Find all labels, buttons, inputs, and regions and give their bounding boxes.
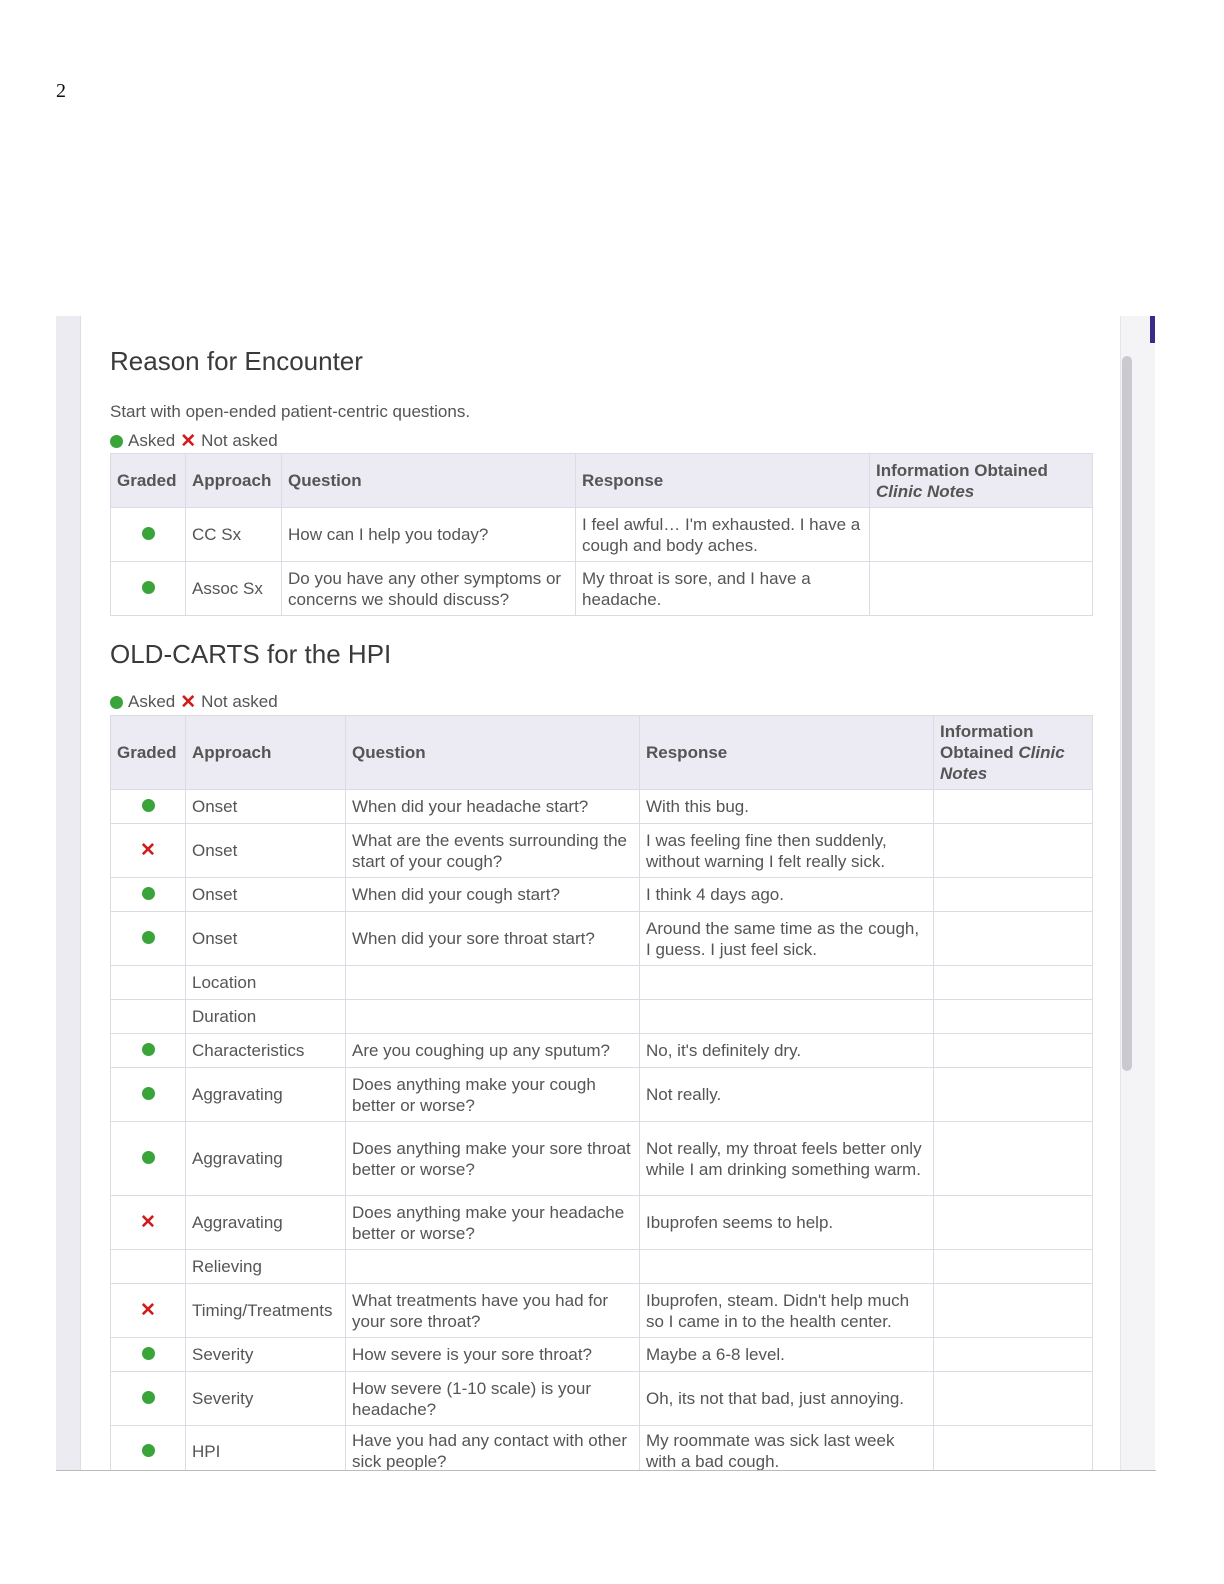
col-graded: Graded [111, 454, 186, 508]
graded-cell [111, 1284, 186, 1338]
legend-not-asked-label: Not asked [201, 431, 278, 450]
notes-cell [934, 912, 1093, 966]
table-row [111, 562, 1093, 616]
response-cell: Oh, its not that bad, just annoying. [640, 1372, 934, 1426]
notes-cell [934, 790, 1093, 824]
graded-cell [111, 1372, 186, 1426]
scrollbar-thumb[interactable] [1122, 356, 1132, 1071]
asked-dot-icon [142, 1391, 155, 1404]
asked-dot-icon [142, 1043, 155, 1056]
question-cell: Have you had any contact with other sick people? [346, 1426, 640, 1472]
table-row [111, 1122, 1093, 1196]
table-row [111, 1250, 1093, 1284]
asked-dot-icon [110, 435, 123, 448]
graded-cell [111, 1250, 186, 1284]
table-row [111, 1068, 1093, 1122]
page-number: 2 [56, 80, 66, 102]
col-info: Information Obtained Clinic Notes [870, 454, 1093, 508]
notes-cell [934, 1196, 1093, 1250]
graded-cell [111, 508, 186, 562]
table-row [111, 912, 1093, 966]
question-cell: What treatments have you had for your sore throat? [346, 1284, 640, 1338]
notes-cell [934, 1426, 1093, 1472]
notes-cell [870, 562, 1093, 616]
oldcarts-table [110, 715, 1093, 1471]
embedded-screenshot [56, 316, 1156, 1471]
table-row [111, 1000, 1093, 1034]
table-row [111, 1426, 1093, 1472]
response-cell: Ibuprofen seems to help. [640, 1196, 934, 1250]
question-cell: Does anything make your headache better or worse? [346, 1196, 640, 1250]
notes-cell [934, 1338, 1093, 1372]
response-cell: No, it's definitely dry. [640, 1034, 934, 1068]
graded-cell [111, 562, 186, 616]
notes-cell [934, 1250, 1093, 1284]
approach-cell: Timing/Treatments [186, 1284, 346, 1338]
oldcarts-legend [110, 692, 278, 712]
approach-cell: Onset [186, 790, 346, 824]
graded-cell [111, 1034, 186, 1068]
table-row [111, 966, 1093, 1000]
question-cell: How severe is your sore throat? [346, 1338, 640, 1372]
graded-cell [111, 912, 186, 966]
question-cell: How severe (1-10 scale) is your headache? [346, 1372, 640, 1426]
notes-cell [934, 878, 1093, 912]
col-approach: Approach [186, 716, 346, 790]
table-header-row [111, 454, 1093, 508]
notes-cell [934, 1068, 1093, 1122]
response-cell: Ibuprofen, steam. Didn't help much so I came in to the health center. [640, 1284, 934, 1338]
reason-table [110, 453, 1093, 616]
approach-cell: Aggravating [186, 1196, 346, 1250]
question-cell: When did your sore throat start? [346, 912, 640, 966]
asked-dot-icon [142, 1347, 155, 1360]
not-asked-x-icon: ✕ [140, 840, 156, 861]
question-cell: Does anything make your cough better or worse? [346, 1068, 640, 1122]
reason-intro: Start with open-ended patient-centric questions. [110, 402, 471, 421]
response-cell: Around the same time as the cough, I guess. I just feel sick. [640, 912, 934, 966]
graded-cell [111, 1196, 186, 1250]
not-asked-x-icon: ✕ [180, 430, 197, 452]
legend-asked-label: Asked [128, 692, 176, 711]
approach-cell: Location [186, 966, 346, 1000]
notes-cell [934, 1284, 1093, 1338]
notes-cell [870, 508, 1093, 562]
approach-cell: Severity [186, 1338, 346, 1372]
question-cell: Does anything make your sore throat better or worse? [346, 1122, 640, 1196]
approach-cell: Characteristics [186, 1034, 346, 1068]
accent-marker [1150, 316, 1155, 343]
table-row [111, 790, 1093, 824]
graded-cell [111, 1000, 186, 1034]
response-cell [640, 1000, 934, 1034]
response-cell: Not really. [640, 1068, 934, 1122]
response-cell: I feel awful… I'm exhausted. I have a cough and body aches. [576, 508, 870, 562]
question-cell: Do you have any other symptoms or concerns we should discuss? [282, 562, 576, 616]
table-row [111, 1196, 1093, 1250]
response-cell: My throat is sore, and I have a headache. [576, 562, 870, 616]
notes-cell [934, 824, 1093, 878]
response-cell: Not really, my throat feels better only while I am drinking something warm. [640, 1122, 934, 1196]
asked-dot-icon [110, 696, 123, 709]
graded-cell [111, 966, 186, 1000]
question-cell: What are the events surrounding the start of your cough? [346, 824, 640, 878]
table-row [111, 1284, 1093, 1338]
asked-dot-icon [142, 799, 155, 812]
asked-dot-icon [142, 1087, 155, 1100]
approach-cell: CC Sx [186, 508, 282, 562]
question-cell [346, 966, 640, 1000]
approach-cell: Assoc Sx [186, 562, 282, 616]
asked-dot-icon [142, 887, 155, 900]
table-row [111, 1338, 1093, 1372]
graded-cell [111, 1122, 186, 1196]
asked-dot-icon [142, 1444, 155, 1457]
question-cell: How can I help you today? [282, 508, 576, 562]
col-approach: Approach [186, 454, 282, 508]
reason-heading: Reason for Encounter [110, 346, 363, 376]
table-row [111, 878, 1093, 912]
notes-cell [934, 1034, 1093, 1068]
notes-cell [934, 1000, 1093, 1034]
graded-cell [111, 1426, 186, 1472]
table-row [111, 508, 1093, 562]
response-cell [640, 1250, 934, 1284]
response-cell [640, 966, 934, 1000]
graded-cell [111, 878, 186, 912]
question-cell: When did your cough start? [346, 878, 640, 912]
approach-cell: Duration [186, 1000, 346, 1034]
asked-dot-icon [142, 527, 155, 540]
oldcarts-heading: OLD-CARTS for the HPI [110, 639, 392, 669]
graded-cell [111, 1068, 186, 1122]
asked-dot-icon [142, 1151, 155, 1164]
legend-asked-label: Asked [128, 431, 176, 450]
question-cell: Are you coughing up any sputum? [346, 1034, 640, 1068]
notes-cell [934, 1122, 1093, 1196]
col-question: Question [282, 454, 576, 508]
reason-legend [110, 431, 278, 451]
approach-cell: Severity [186, 1372, 346, 1426]
not-asked-x-icon: ✕ [140, 1300, 156, 1321]
left-sidebar-strip [56, 316, 81, 1470]
col-question: Question [346, 716, 640, 790]
approach-cell: Aggravating [186, 1068, 346, 1122]
approach-cell: Onset [186, 878, 346, 912]
asked-dot-icon [142, 931, 155, 944]
not-asked-x-icon: ✕ [140, 1212, 156, 1233]
approach-cell: HPI [186, 1426, 346, 1472]
not-asked-x-icon: ✕ [180, 691, 197, 713]
approach-cell: Relieving [186, 1250, 346, 1284]
asked-dot-icon [142, 581, 155, 594]
graded-cell [111, 824, 186, 878]
response-cell: With this bug. [640, 790, 934, 824]
table-row [111, 1034, 1093, 1068]
question-cell [346, 1250, 640, 1284]
approach-cell: Aggravating [186, 1122, 346, 1196]
response-cell: I think 4 days ago. [640, 878, 934, 912]
response-cell: Maybe a 6-8 level. [640, 1338, 934, 1372]
table-header-row [111, 716, 1093, 790]
graded-cell [111, 1338, 186, 1372]
response-cell: My roommate was sick last week with a bad cough. [640, 1426, 934, 1472]
question-cell [346, 1000, 640, 1034]
notes-cell [934, 1372, 1093, 1426]
response-cell: I was feeling fine then suddenly, without warning I felt really sick. [640, 824, 934, 878]
graded-cell [111, 790, 186, 824]
approach-cell: Onset [186, 824, 346, 878]
notes-cell [934, 966, 1093, 1000]
col-response: Response [576, 454, 870, 508]
col-info: Information Obtained Clinic Notes [934, 716, 1093, 790]
table-row [111, 824, 1093, 878]
col-graded: Graded [111, 716, 186, 790]
col-response: Response [640, 716, 934, 790]
question-cell: When did your headache start? [346, 790, 640, 824]
approach-cell: Onset [186, 912, 346, 966]
table-row [111, 1372, 1093, 1426]
legend-not-asked-label: Not asked [201, 692, 278, 711]
